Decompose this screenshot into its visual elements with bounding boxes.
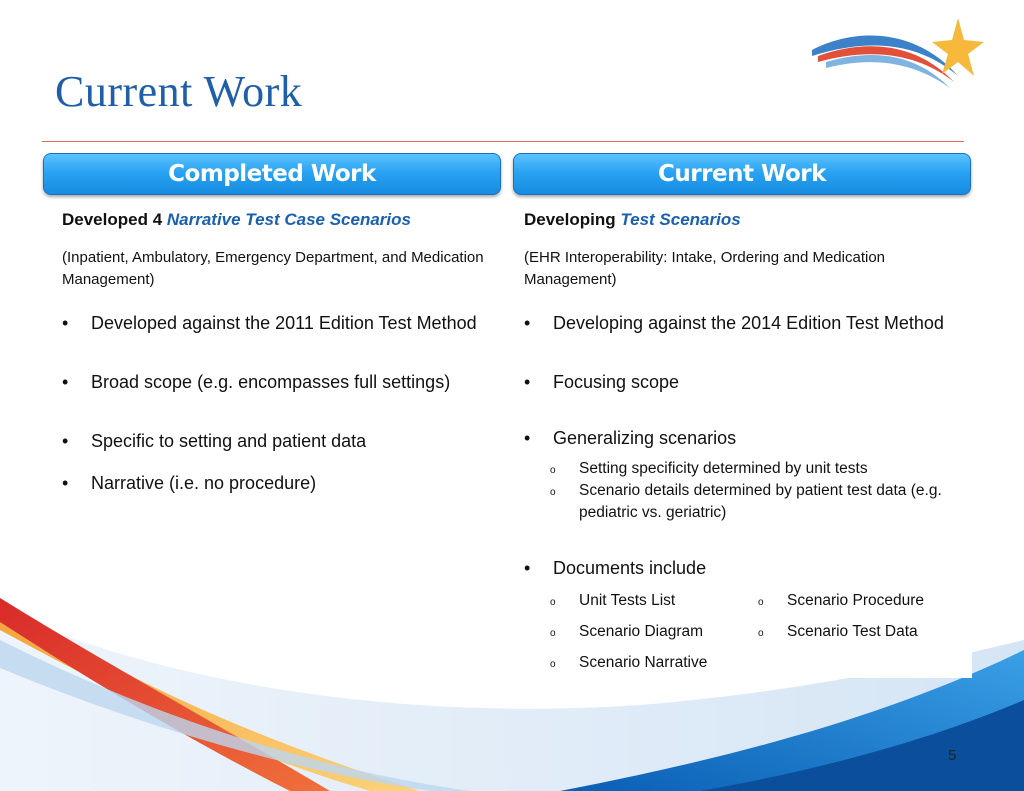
right-column-heading [524, 210, 741, 230]
right-bullet-4-text: Documents include [553, 558, 707, 578]
document-item-text: Unit Tests List [579, 592, 676, 609]
left-heading-emphasis: Narrative Test Case Scenarios [166, 210, 411, 229]
right-bullet-1-text: Developing against the 2014 Edition Test Method [553, 313, 944, 333]
document-item [550, 652, 759, 674]
left-heading-prefix: Developed 4 [62, 210, 167, 229]
generalizing-sub-1 [550, 458, 979, 480]
sub-bullet-glyph: o [550, 628, 556, 639]
bullet-glyph: • [524, 428, 531, 448]
document-item [550, 621, 759, 643]
left-column-subtitle: (Inpatient, Ambulatory, Emergency Department, and Medication Management) [62, 249, 484, 288]
left-bullet-1-text: Developed against the 2011 Edition Test Method [91, 313, 477, 333]
document-item-text: Scenario Test Data [787, 623, 918, 640]
document-item-text: Scenario Narrative [579, 654, 708, 671]
current-work-column [512, 200, 972, 678]
left-bullet-2-text: Broad scope (e.g. encompasses full settings) [91, 372, 451, 392]
title-divider [42, 141, 964, 142]
bullet-glyph: • [62, 473, 69, 493]
bullet-glyph: • [62, 313, 69, 333]
left-bullet-3-text: Specific to setting and patient data [91, 431, 367, 451]
page-number: 5 [948, 747, 957, 764]
bullet-glyph: • [62, 372, 69, 392]
left-bullet-1 [62, 311, 491, 336]
right-bullet-2 [524, 370, 953, 395]
completed-work-header: Completed Work [43, 153, 501, 195]
right-heading-emphasis: Test Scenarios [620, 210, 741, 229]
generalizing-sub-1-text: Setting specificity determined by unit tests [579, 460, 868, 477]
right-bullet-4 [524, 556, 953, 581]
right-bullet-3-text: Generalizing scenarios [553, 428, 737, 448]
bullet-glyph: • [524, 313, 531, 333]
right-bullet-3 [524, 426, 953, 451]
sub-bullet-glyph: o [550, 597, 556, 608]
sub-bullet-glyph: o [550, 659, 556, 670]
document-item-text: Scenario Procedure [787, 592, 924, 609]
left-bullet-4-text: Narrative (i.e. no procedure) [91, 473, 317, 493]
current-work-header: Current Work [513, 153, 971, 195]
document-item [550, 590, 759, 612]
document-item-text: Scenario Diagram [579, 623, 704, 640]
sub-bullet-glyph: o [550, 487, 556, 498]
sub-bullet-glyph: o [550, 465, 556, 476]
document-item [758, 590, 977, 612]
left-bullet-3 [62, 429, 491, 454]
right-bullet-1 [524, 311, 953, 336]
slide-title: Current Work [55, 67, 303, 116]
right-heading-prefix: Developing [524, 210, 621, 229]
bullet-glyph: • [524, 558, 531, 578]
bullet-glyph: • [62, 431, 69, 451]
generalizing-sub-2 [550, 480, 979, 524]
right-bullet-2-text: Focusing scope [553, 372, 680, 392]
left-column-heading [62, 210, 411, 230]
document-item [758, 621, 977, 643]
star-swoosh-logo [808, 16, 984, 100]
generalizing-sub-2-text: Scenario details determined by patient test data (e.g. pediatric vs. geriatric) [579, 482, 942, 521]
right-column-subtitle: (EHR Interoperability: Intake, Ordering and Medication Management) [524, 249, 886, 288]
left-bullet-2 [62, 370, 491, 395]
left-bullet-4 [62, 471, 491, 496]
completed-work-column [50, 200, 505, 510]
sub-bullet-glyph: o [758, 628, 764, 639]
sub-bullet-glyph: o [758, 597, 764, 608]
bullet-glyph: • [524, 372, 531, 392]
